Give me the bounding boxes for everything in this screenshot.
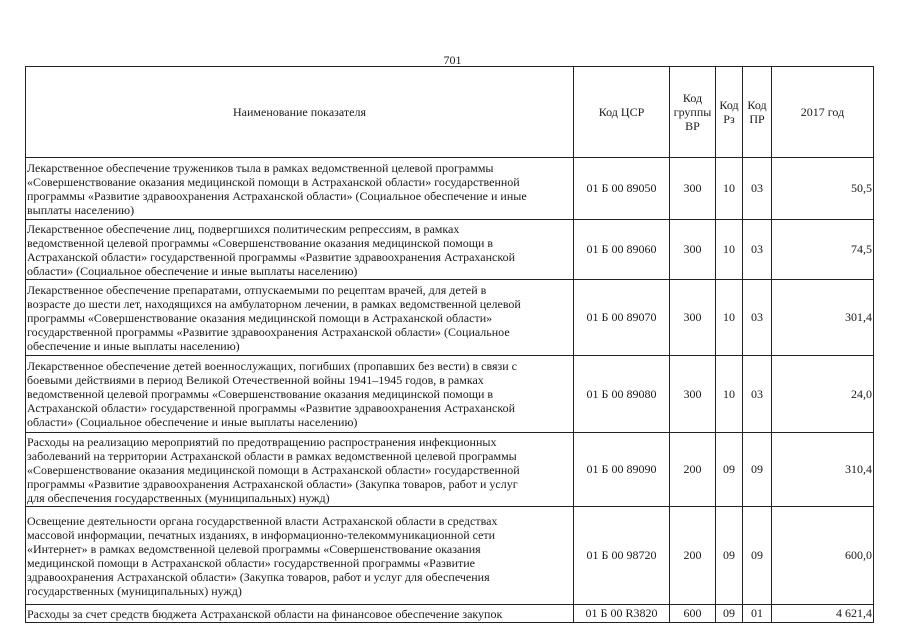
row-pr-code: 09	[743, 507, 772, 605]
description-line: государственных (муниципальных) нужд)	[27, 583, 242, 598]
row-csr-code: 01 Б 00 89050	[574, 158, 670, 220]
page-number: 701	[443, 53, 462, 67]
row-amount: 74,5	[772, 220, 874, 280]
row-rz-code: 10	[716, 220, 743, 280]
description-line: государственной программы «Развитие здравоохранения Астраханской области» (Социальное	[27, 324, 510, 339]
description-line: Освещение деятельности органа государственной власти Астраханской области в средствах	[27, 513, 498, 528]
description-line: «Совершенствование оказания медицинской помощи в Астраханской области» государственной	[27, 462, 520, 477]
row-amount: 301,4	[772, 280, 874, 356]
row-vr-code: 200	[670, 507, 716, 605]
row-amount: 24,0	[772, 356, 874, 433]
description-line: ведомственной целевой программы «Совершенствование оказания медицинской помощи в	[27, 387, 494, 401]
row-rz-code: 10	[716, 356, 743, 433]
row-amount: 50,5	[772, 158, 874, 220]
row-rz-code: 10	[716, 280, 743, 356]
header-pr	[743, 67, 772, 158]
row-rz-code: 10	[716, 158, 743, 220]
row-vr-code: 300	[670, 158, 716, 220]
description-line: «Совершенствование оказания медицинской помощи в Астраханской области» государственной	[27, 174, 520, 189]
description-line: боевыми действиями в период Великой Отечественной войны 1941–1945 годов, в рамках	[27, 373, 484, 387]
description-line: для обеспечения государственных (муниципальных) нужд)	[27, 490, 330, 505]
description-line: Расходы за счет средств бюджета Астраханской области на финансовое обеспечение закупок	[27, 606, 503, 621]
row-csr-code: 01 Б 00 89070	[574, 280, 670, 356]
header-rz-line: Код	[719, 98, 739, 112]
row-rz-code: 09	[716, 507, 743, 605]
description-line: «Интернет» в рамках ведомственной целевой программы «Совершенствование оказания	[27, 541, 481, 556]
table-header-row	[26, 67, 874, 158]
row-amount: 310,4	[772, 433, 874, 507]
description-line: заболеваний на территории Астраханской области в рамках ведомственной целевой программы	[27, 448, 517, 463]
row-amount: 4 621,4	[772, 605, 874, 623]
row-description	[26, 220, 574, 280]
row-rz-code: 09	[716, 605, 743, 623]
row-description	[26, 605, 574, 623]
budget-table	[25, 66, 874, 623]
description-line: Лекарственное обеспечение детей военнослужащих, погибших (пропавших без вести) в связи с	[27, 359, 518, 373]
row-vr-code: 300	[670, 280, 716, 356]
table-row	[26, 280, 874, 356]
description-line: ведомственной целевой программы «Совершенствование оказания медицинской помощи в	[27, 235, 494, 250]
description-line: Лекарственное обеспечение препаратами, отпускаемыми по рецептам врачей, для детей в	[27, 282, 487, 297]
description-line: медицинской помощи в Астраханской области» государственной программы «Развитие	[27, 555, 475, 570]
row-description	[26, 280, 574, 356]
header-vr-line: группы	[673, 105, 712, 119]
row-vr-code: 300	[670, 220, 716, 280]
header-year: 2017 год	[772, 67, 874, 158]
header-rz	[716, 67, 743, 158]
description-line: Расходы на реализацию мероприятий по предотвращению распространения инфекционных	[27, 434, 497, 449]
description-line: обеспечение и иные выплаты населению)	[27, 338, 240, 353]
header-vr-line: ВР	[685, 119, 700, 133]
header-pr-line: ПР	[749, 112, 765, 126]
row-csr-code: 01 Б 00 89080	[574, 356, 670, 433]
header-pr-line: Код	[747, 98, 767, 112]
description-line: здравоохранения Астраханской области» (Закупка товаров, работ и услуг для обеспечения	[27, 569, 490, 584]
row-pr-code: 03	[743, 158, 772, 220]
row-csr-code: 01 Б 00 89060	[574, 220, 670, 280]
row-csr-code: 01 Б 00 89090	[574, 433, 670, 507]
description-line: области» (Социальное обеспечение и иные выплаты населению)	[27, 415, 358, 429]
table-row	[26, 220, 874, 280]
row-pr-code: 03	[743, 220, 772, 280]
table-row	[26, 507, 874, 605]
row-description	[26, 507, 574, 605]
header-rz-line: Рз	[723, 112, 735, 126]
row-pr-code: 01	[743, 605, 772, 623]
row-description	[26, 356, 574, 433]
row-pr-code: 03	[743, 280, 772, 356]
table-row	[26, 433, 874, 507]
description-line: Лекарственное обеспечение тружеников тыла в рамках ведомственной целевой программы	[27, 160, 494, 175]
row-rz-code: 09	[716, 433, 743, 507]
header-csr: Код ЦСР	[574, 67, 670, 158]
description-line: области» (Социальное обеспечение и иные выплаты населению)	[27, 263, 358, 278]
description-line: Лекарственное обеспечение лиц, подвергшихся политическим репрессиям, в рамках	[27, 221, 460, 236]
row-vr-code: 300	[670, 356, 716, 433]
row-amount: 600,0	[772, 507, 874, 605]
description-line: программы «Развитие здравоохранения Астраханской области» (Социальное обеспечение и иные	[27, 188, 527, 203]
row-vr-code: 200	[670, 433, 716, 507]
header-vr	[670, 67, 716, 158]
description-line: возрасте до шести лет, находящихся на амбулаторном лечении, в рамках ведомственной целевой	[27, 296, 521, 311]
description-line: массовой информации, печатных изданиях, в информационно-телекоммуникационной сети	[27, 527, 496, 542]
description-line: выплаты населению)	[27, 202, 135, 217]
description-line: Астраханской области» государственной программы «Развитие здравоохранения Астраханской	[27, 249, 515, 264]
row-csr-code: 01 Б 00 R3820	[574, 605, 670, 623]
row-description	[26, 433, 574, 507]
row-pr-code: 09	[743, 433, 772, 507]
table-row	[26, 356, 874, 433]
row-pr-code: 03	[743, 356, 772, 433]
row-csr-code: 01 Б 00 98720	[574, 507, 670, 605]
description-line: программы «Развитие здравоохранения Астраханской области» (Закупка товаров, работ и услуг	[27, 476, 518, 491]
header-name: Наименование показателя	[26, 67, 574, 158]
header-vr-line: Код	[682, 91, 703, 105]
description-line: Астраханской области» государственной программы «Развитие здравоохранения Астраханской	[27, 401, 515, 415]
table-row	[26, 605, 874, 623]
row-vr-code: 600	[670, 605, 716, 623]
table-row	[26, 158, 874, 220]
description-line: программы «Совершенствование оказания медицинской помощи в Астраханской области»	[27, 310, 493, 325]
row-description	[26, 158, 574, 220]
